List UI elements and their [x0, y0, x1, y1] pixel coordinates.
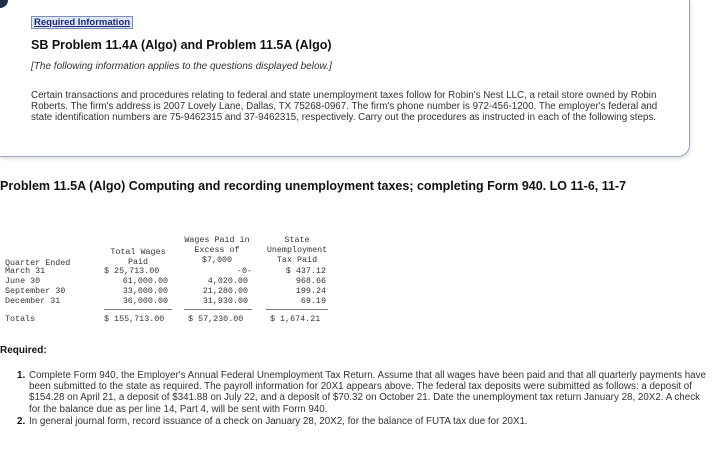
row-state: 199.24	[295, 286, 326, 296]
required-item-text: In general journal form, record issuance of a check on January 28, 20X2, for the balance of FUTA tax due for 20X1.	[29, 415, 528, 427]
required-label: Required:	[0, 345, 47, 356]
required-item	[17, 416, 707, 427]
row-wages: $ 25,713.00	[104, 266, 160, 276]
row-quarter: December 31	[5, 296, 61, 306]
row-wages: 61,000.00	[122, 276, 168, 286]
totals-state: $ 1,674.21	[270, 314, 321, 324]
row-quarter: March 31	[5, 266, 46, 276]
totals-label: Totals	[5, 314, 36, 324]
row-excess: 21,280.00	[202, 286, 248, 296]
total-rule	[184, 309, 252, 310]
row-state: 968.66	[295, 276, 326, 286]
row-quarter: June 30	[5, 276, 41, 286]
row-excess: -0-	[236, 266, 252, 276]
row-state: $ 437.12	[285, 266, 326, 276]
required-information-label: Required Information	[31, 16, 133, 29]
required-list	[17, 370, 707, 427]
row-excess: 4,020.00	[207, 276, 248, 286]
header-excess-2: Excess of	[194, 245, 240, 255]
row-state: 69.19	[300, 296, 326, 306]
total-rule	[104, 309, 172, 310]
required-information-panel	[0, 0, 690, 157]
required-item-text: Complete Form 940, the Employer's Annual Federal Unemployment Tax Return. Assume that all wages have been paid and that all quarterly payments have been submitted to the state as required. The payroll information for 20X1 appears above. The federal tax deposits were submitted as follows: a deposit of $154.28 on April 21, a deposit of $341.88 on July 22, and a deposit of $70.32 on October 21. Date the unemployment tax return January 28, 20X2. A check for the balance due as per line 14, Part 4, will be sent with Form 940.	[29, 370, 706, 415]
row-wages: 36,000.00	[122, 296, 168, 306]
section-title: Problem 11.5A (Algo) Computing and recording unemployment taxes; completing Form 940. LO 11-6, 11-7	[0, 179, 627, 193]
header-state-1: State	[284, 235, 310, 245]
header-total-wages-1: Total Wages	[110, 247, 166, 257]
totals-wages: $ 155,713.00	[104, 314, 165, 324]
row-wages: 33,000.00	[122, 286, 168, 296]
row-quarter: September 30	[5, 286, 66, 296]
required-item-number: 2.	[17, 415, 26, 427]
totals-excess: $ 57,230.00	[188, 314, 244, 324]
header-state-3: Tax Paid	[276, 255, 318, 265]
header-state-2: Unemployment	[266, 245, 328, 255]
info-note: [The following information applies to the questions displayed below.]	[31, 61, 332, 72]
header-total-wages-2: Paid	[127, 257, 149, 267]
problem-description: Certain transactions and procedures relating to federal and state unemployment taxes follow for Robin's Nest LLC, a retail store owned by Robin Roberts. The firm's address is 2007 Lovely Lane, Dallas, TX 75268-0967. The firm's phone number is 972-456-1200. The employer's federal and state identification numbers are 75-9462315 and 37-9462315, respectively. Carry out the procedures as instructed in each of the following steps.	[31, 90, 658, 124]
required-item	[17, 370, 707, 415]
header-excess-3: $7,000	[201, 255, 233, 265]
header-quarter-ended: Quarter Ended	[5, 258, 71, 268]
required-item-number: 1.	[17, 370, 26, 381]
total-rule	[266, 309, 328, 310]
problem-title: SB Problem 11.4A (Algo) and Problem 11.5A (Algo)	[31, 38, 332, 52]
row-excess: 31,930.00	[202, 296, 248, 306]
header-excess-1: Wages Paid in	[184, 235, 250, 245]
